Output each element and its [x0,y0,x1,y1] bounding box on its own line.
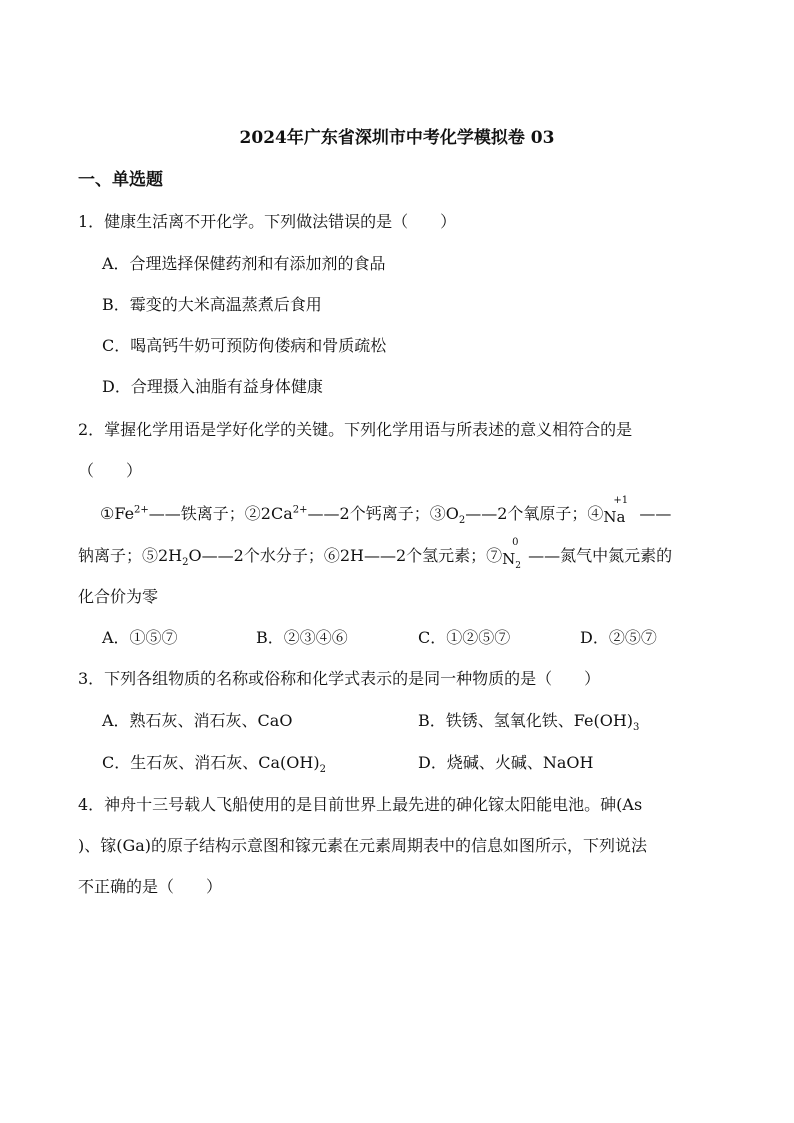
q3-option-c-text: C．生石灰、消石灰、Ca(OH) [102,753,320,772]
q4-stem-line2: )、镓(Ga)的原子结构示意图和镓元素在元素周期表中的信息如图所示，下列说法 [78,836,648,855]
q2-item1-charge: 2+ [134,504,149,516]
q2-item2-text: ——铁离子；②2Ca [148,504,293,523]
q2-n2-valence: 0 [512,536,519,548]
q1-option-d: D．合理摄入油脂有益身体健康 [102,377,323,396]
q2-item3-subscript: 2 [458,515,466,527]
q1-stem: 1．健康生活离不开化学。下列做法错误的是（ ） [78,212,457,231]
q2-item4-text: ——2个氧原子；④ [465,504,604,523]
q2-stem-line1: 2．掌握化学用语是学好化学的关键。下列化学用语与所表述的意义相符合的是 [78,420,633,439]
q3-option-c-subscript: 2 [319,764,326,776]
q2-item4-dash: —— [639,504,672,523]
q4-stem-line1: 4．神舟十三号载人飞船使用的是目前世界上最先进的砷化镓太阳能电池。砷(As [78,795,643,814]
q2-n2-symbol: N [502,549,516,568]
q2-na-valence: +1 [613,494,629,506]
q4-stem-line3: 不正确的是（ ） [78,877,223,896]
q3-option-b-text: B．铁锈、氢氧化铁、Fe(OH) [418,711,634,730]
q3-option-a: A．熟石灰、消石灰、CaO [102,711,293,730]
q1-option-c: C．喝高钙牛奶可预防佝偻病和骨质疏松 [102,336,387,355]
q2-items-line3: 化合价为零 [78,587,159,606]
q2-item7-text: ——氮气中氮元素的 [528,546,673,565]
q2-item6-text: O——2个水分子；⑥2H——2个氢元素；⑦ [188,546,503,565]
q1-option-a: A．合理选择保健药剂和有添加剂的食品 [102,254,386,273]
q2-option-a: A．①⑤⑦ [102,628,178,647]
q3-option-d: D．烧碱、火碱、NaOH [418,753,594,772]
q2-item5-subscript: 2 [182,557,189,569]
q2-option-c: C．①②⑤⑦ [418,628,511,647]
q2-item1-text: ①Fe [100,504,135,523]
page-title: 2024年广东省深圳市中考化学模拟卷 03 [239,128,555,148]
q2-item3-text: ——2个钙离子；③O [307,504,459,523]
q2-na-valence-notation [603,494,629,526]
q2-item2-charge: 2+ [292,504,308,516]
q2-items-line1 [100,494,672,527]
q2-stem-line2: （ ） [78,461,143,480]
q2-na-symbol: Na [603,507,626,526]
q1-option-b: B．霉变的大米高温蒸煮后食用 [102,295,322,314]
q3-stem: 3．下列各组物质的名称或俗称和化学式表示的是同一种物质的是（ ） [78,669,601,688]
q2-item5-text: 钠离子；⑤2H [78,546,183,565]
q2-n2-valence-notation [502,536,524,571]
q3-option-b-subscript: 3 [633,722,640,734]
q3-option-b [418,711,640,734]
q2-items-line2 [78,536,673,571]
q2-option-b: B．②③④⑥ [256,628,348,647]
q2-option-d: D．②⑤⑦ [580,628,657,647]
q2-n2-subscript: 2 [515,560,521,571]
section-heading: 一、单选题 [78,170,163,190]
q3-option-c [102,753,326,776]
